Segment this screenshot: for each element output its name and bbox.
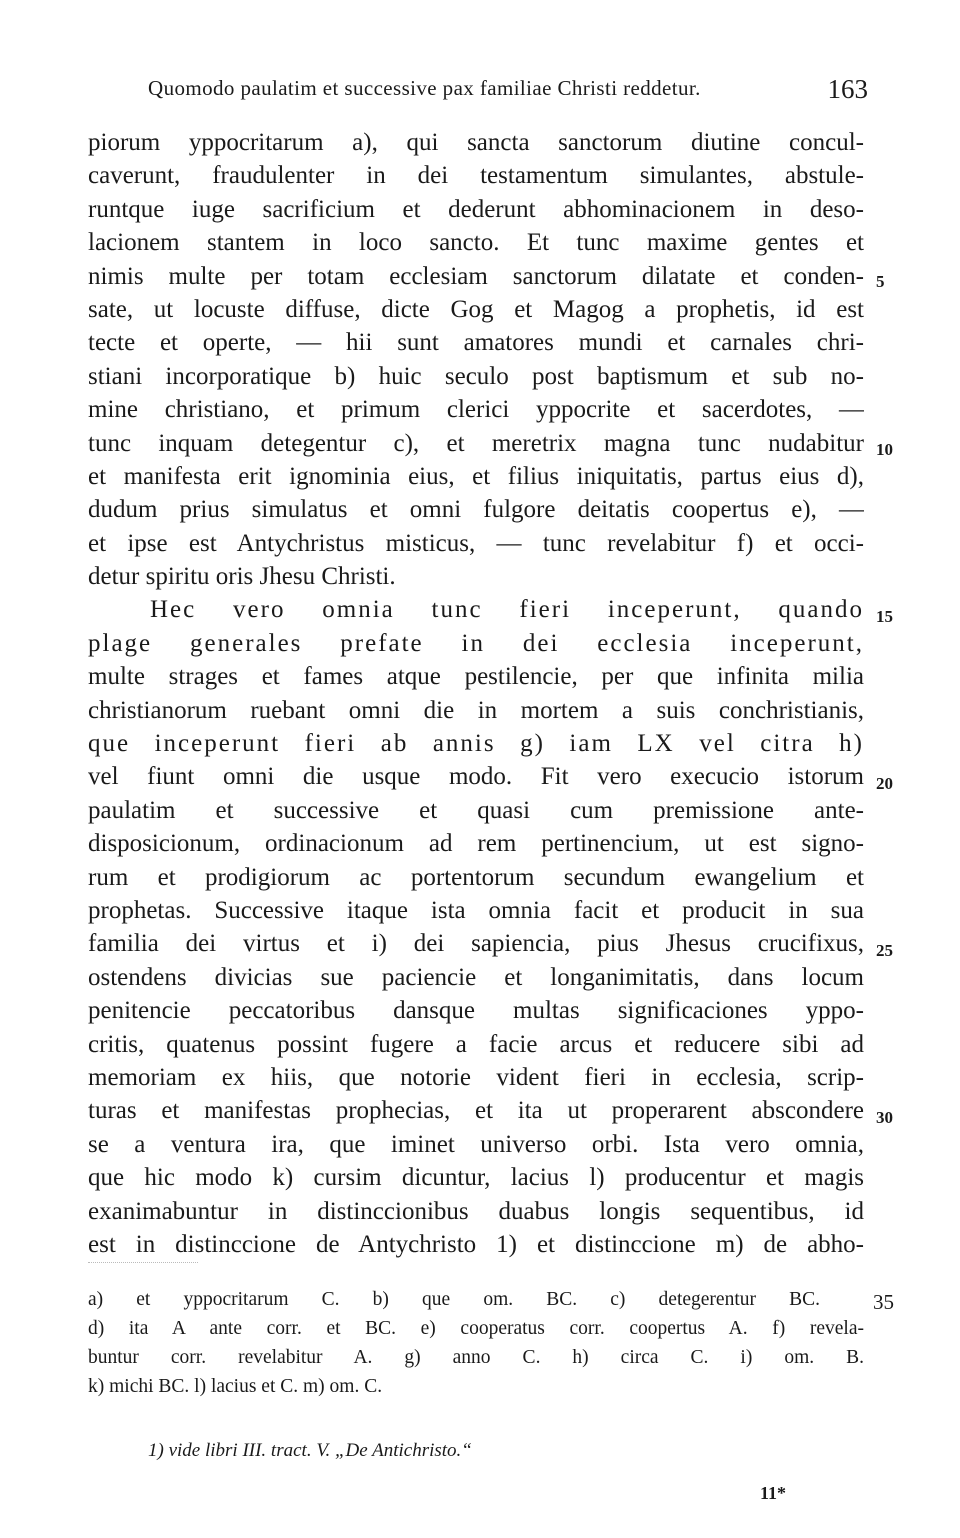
text-line: que hic modo k) cursim dicuntur, lacius l) producentur et magis: [88, 1164, 864, 1192]
text-line: detur spiritu oris Jhesu Christi.: [88, 563, 396, 591]
text-line: penitencie peccatoribus dansque multas significaciones yppo-: [88, 997, 864, 1025]
text-line: est in distinccione de Antychristo 1) et distinccione m) de abho-: [88, 1230, 864, 1258]
editor-note: 1) vide libri III. tract. V. „De Antichristo.“: [148, 1440, 472, 1461]
text-line: que inceperunt fieri ab annis g) iam LX vel citra h): [88, 730, 864, 758]
text-line: dudum prius simulatus et omni fulgore deitatis coopertus e), —: [88, 496, 864, 524]
footnote-line-number: 35: [873, 1290, 894, 1314]
text-line: vel fiunt omni die usque modo. Fit vero execucio istorum: [88, 763, 864, 791]
footnote-line: d) ita A ante corr. et BC. e) cooperatus corr. coopertus A. f) revela-: [88, 1318, 864, 1339]
footnote-line: k) michi BC. l) lacius et C. m) om. C.: [88, 1376, 383, 1397]
text-line: nimis multe per totam ecclesiam sanctorum dilatate et conden-: [88, 262, 864, 290]
text-line: multe strages et fames atque pestilencie, per que infinita milia: [88, 663, 864, 691]
text-line: ostendens divicias sue paciencie et longanimitatis, dans locum: [88, 963, 864, 991]
text-line: christianorum ruebant omni die in mortem a suis conchristianis,: [88, 696, 864, 724]
text-line: runtque iuge sacrificium et dederunt abhominacionem in deso-: [88, 195, 864, 223]
line-number: 20: [876, 774, 893, 793]
running-title: Quomodo paulatim et successive pax familiae Christi reddetur.: [148, 76, 701, 100]
text-line: critis, quatenus possint fugere a facie arcus et reducere sibi ad: [88, 1030, 864, 1058]
signature-mark: 11*: [760, 1483, 787, 1503]
line-number: 25: [876, 941, 893, 960]
text-line: prophetas. Successive itaque ista omnia facit et producit in sua: [88, 896, 864, 924]
text-line: exanimabuntur in distinccionibus duabus longis sequentibus, id: [88, 1197, 864, 1225]
text-line: sate, ut locuste diffuse, dicte Gog et Magog a prophetis, id est: [88, 295, 864, 323]
text-line: tunc inquam detegentur c), et meretrix magna tunc nudabitur: [88, 429, 864, 457]
text-line: turas et manifestas prophecias, et ita ut properarent abscondere: [88, 1097, 864, 1125]
text-line: disposicionum, ordinacionum ad rem pertinencium, ut est signo-: [88, 830, 864, 858]
text-line: mine christiano, et primum clerici yppocrite et sacerdotes, —: [88, 396, 864, 424]
line-number: 5: [876, 272, 885, 291]
text-line: se a ventura ira, que iminet universo orbi. Ista vero omnia,: [88, 1130, 864, 1158]
text-line: Hec vero omnia tunc fieri inceperunt, quando: [150, 596, 864, 624]
footnotes: [88, 1285, 864, 1401]
text-line: tecte et operte, — hii sunt amatores mundi et carnales chri-: [88, 329, 864, 357]
line-number: 15: [876, 607, 893, 626]
text-line: paulatim et successive et quasi cum premissione ante-: [88, 796, 864, 824]
text-line: caverunt, fraudulenter in dei testamentum simulantes, abstule-: [88, 162, 864, 190]
footnote-line: a) et yppocritarum C. b) que om. BC. c) detegerentur BC.: [88, 1289, 820, 1310]
text-line: stiani incorporatique b) huic seculo post baptismum et sub no-: [88, 362, 864, 390]
text-line: piorum yppocritarum a), qui sancta sanctorum diutine concul-: [88, 129, 864, 156]
footnote-line: buntur corr. revelabitur A. g) anno C. h) circa C. i) om. B.: [88, 1347, 864, 1368]
text-line: familia dei virtus et i) dei sapiencia, pius Jhesus crucifixus,: [88, 930, 864, 958]
text-line: rum et prodigiorum ac portentorum secundum ewangelium et: [88, 863, 864, 891]
running-header: [148, 68, 868, 108]
text-line: et manifesta erit ignominia eius, et filius iniquitatis, partus eius d),: [88, 462, 864, 490]
line-number: 30: [876, 1108, 893, 1127]
text-line: plage generales prefate in dei ecclesia inceperunt,: [88, 629, 864, 657]
text-line: memoriam ex hiis, que notorie vident fieri in ecclesia, scrip-: [88, 1063, 864, 1091]
page-number: 163: [827, 74, 868, 104]
line-number: 10: [876, 440, 893, 459]
main-text: [88, 126, 864, 1261]
text-line: et ipse est Antychristus misticus, — tunc revelabitur f) et occi-: [88, 529, 864, 557]
text-line: lacionem stantem in loco sancto. Et tunc maxime gentes et: [88, 229, 864, 257]
footnote-divider: [88, 1262, 198, 1263]
